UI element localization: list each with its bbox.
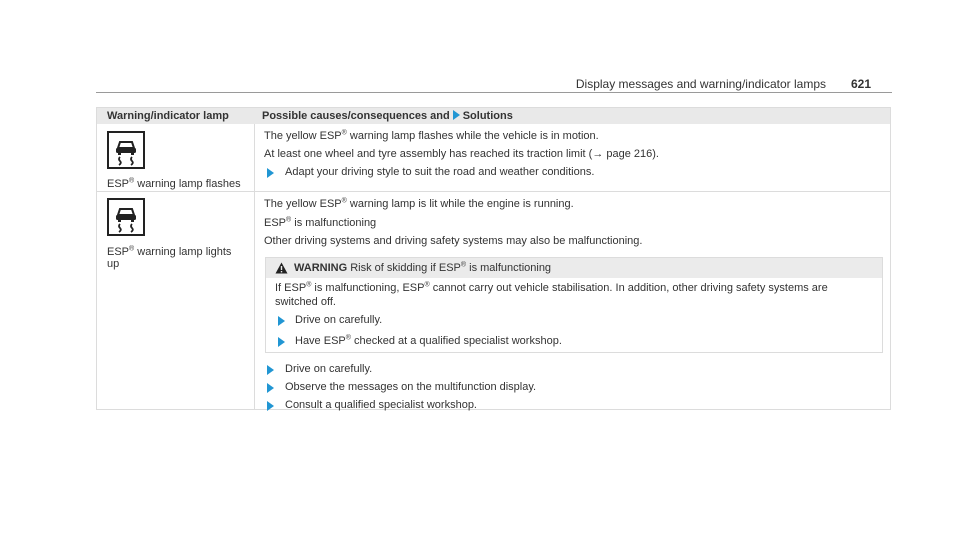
description-line: At least one wheel and tyre assembly has reached its traction limit (→ page 216). (264, 148, 659, 160)
lamp-label: ESP® warning lamp lights up (107, 245, 232, 270)
column-header-causes: Possible causes/consequences and Solutions (262, 110, 513, 122)
description-line: ESP® is malfunctioning (264, 216, 377, 229)
warning-body: switched off. (275, 296, 336, 308)
solution-arrow-icon (267, 383, 274, 393)
row-divider (97, 191, 890, 192)
solution-step: Consult a qualified specialist workshop. (285, 399, 477, 411)
warning-title: WARNING Risk of skidding if ESP® is malfunctioning (294, 261, 552, 274)
description-line: The yellow ESP® warning lamp is lit while the engine is running. (264, 197, 574, 210)
solution-arrow-icon (267, 401, 274, 411)
solution-arrow-icon (278, 316, 285, 326)
table-header (97, 108, 890, 124)
page-number: 621 (850, 77, 871, 91)
warning-header (266, 258, 882, 278)
column-header-lamp: Warning/indicator lamp (107, 110, 229, 122)
warning-triangle-icon (275, 262, 288, 274)
solution-step: Drive on carefully. (285, 363, 373, 375)
solution-step: Observe the messages on the multifunction display. (285, 381, 537, 393)
warning-step: Have ESP® checked at a qualified specialist workshop. (295, 334, 562, 347)
column-divider (254, 124, 255, 409)
lamp-label: ESP® warning lamp flashes (107, 177, 241, 190)
solution-arrow-icon (267, 365, 274, 375)
running-header: Display messages and warning/indicator lamps (575, 77, 826, 91)
warning-step: Drive on carefully. (295, 314, 383, 326)
description-line: Other driving systems and driving safety systems may also be malfunctioning. (264, 235, 643, 247)
warning-body: If ESP® is malfunctioning, ESP® cannot carry out vehicle stabilisation. In addition, other driving safety systems are (275, 281, 828, 294)
header-rule (96, 92, 892, 93)
description-line: The yellow ESP® warning lamp flashes while the vehicle is in motion. (264, 129, 599, 142)
esp-skid-car-icon (107, 131, 145, 169)
solution-arrow-icon (267, 168, 274, 178)
solution-arrow-icon (278, 337, 285, 347)
solution-arrow-icon (453, 110, 460, 120)
solution-step: Adapt your driving style to suit the road and weather conditions. (285, 166, 595, 178)
warning-box (265, 257, 883, 353)
esp-skid-car-icon (107, 198, 145, 236)
